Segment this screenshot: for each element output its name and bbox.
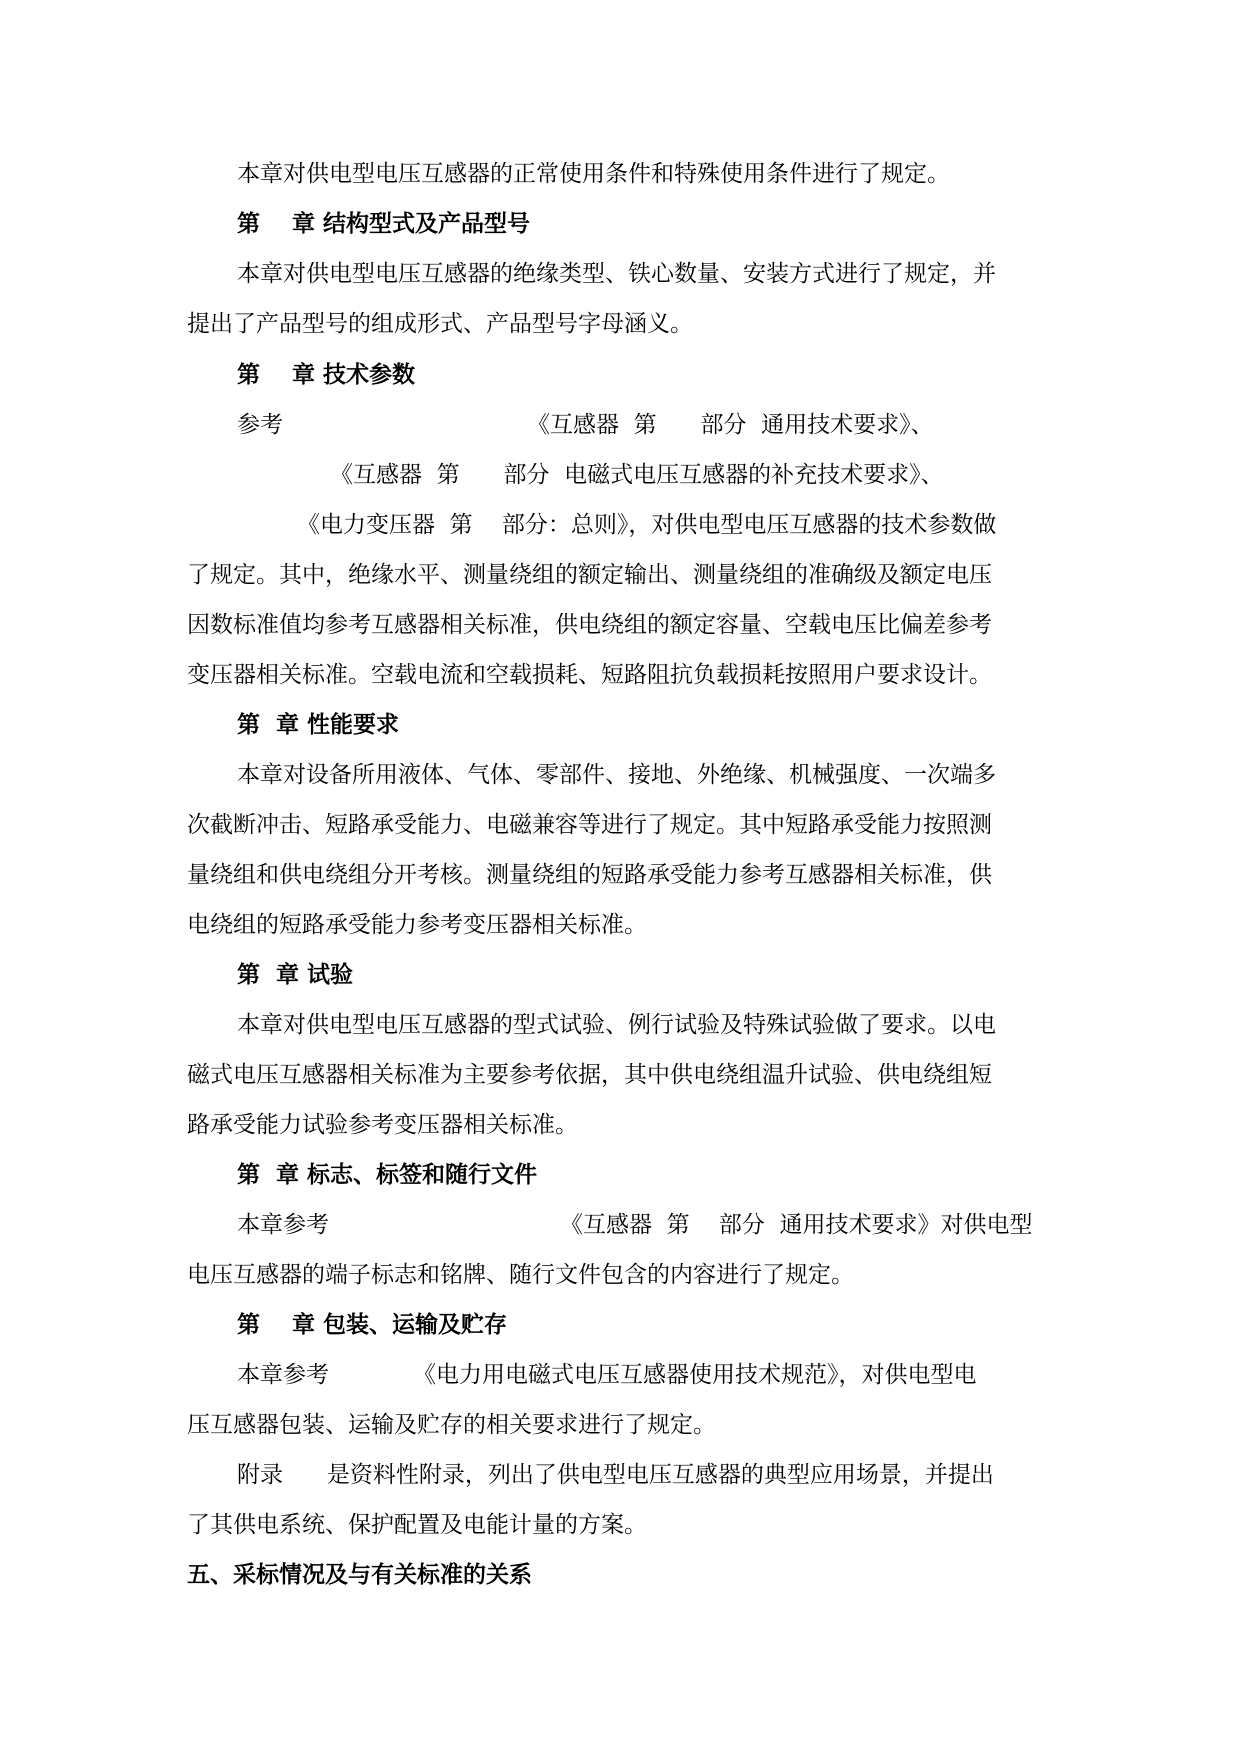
paragraph-line: 本章参考 [237, 1212, 329, 1238]
standard-reference: 《互感器 第 部分 电磁式电压互感器的补充技术要求》、 [330, 462, 944, 488]
paragraph-line: 电压互感器的端子标志和铭牌、随行文件包含的内容进行了规定。 [187, 1262, 854, 1288]
paragraph-line: 了规定。其中，绝缘水平、测量绕组的额定输出、测量绕组的准确级及额定电压 [187, 562, 992, 588]
chapter-heading: 第 章 性能要求 [237, 712, 400, 738]
paragraph-line: 压互感器包装、运输及贮存的相关要求进行了规定。 [187, 1412, 716, 1438]
chapter-heading: 第 章 包装、运输及贮存 [237, 1312, 508, 1338]
paragraph-line: 提出了产品型号的组成形式、产品型号字母涵义。 [187, 311, 693, 337]
paragraph-line: 附录 是资料性附录，列出了供电型电压互感器的典型应用场景，并提出 [237, 1462, 994, 1488]
standard-reference: 《互感器 第 部分 通用技术要求》、 [527, 412, 934, 438]
paragraph-line: 变压器相关标准。空载电流和空载损耗、短路阻抗负载损耗按照用户要求设计。 [187, 662, 992, 688]
paragraph-line: 了其供电系统、保护配置及电能计量的方案。 [187, 1512, 647, 1538]
chapter-heading: 第 章 技术参数 [237, 362, 416, 388]
chapter-heading: 第 章 标志、标签和随行文件 [237, 1162, 538, 1188]
paragraph-line: 本章对供电型电压互感器的型式试验、例行试验及特殊试验做了要求。以电 [237, 1012, 996, 1038]
paragraph-line: 电绕组的短路承受能力参考变压器相关标准。 [187, 912, 647, 938]
standard-reference: 《电力变压器 第 部分：总则》，对供电型电压互感器的技术参数做 [297, 512, 997, 538]
paragraph-line: 因数标准值均参考互感器相关标准，供电绕组的额定容量、空载电压比偏差参考 [187, 612, 992, 638]
standard-reference: 《互感器 第 部分 通用技术要求》对供电型 [560, 1212, 1033, 1238]
chapter-heading: 第 章 结构型式及产品型号 [237, 211, 531, 237]
paragraph-line: 本章对设备所用液体、气体、零部件、接地、外绝缘、机械强度、一次端多 [237, 762, 996, 788]
paragraph-line: 量绕组和供电绕组分开考核。测量绕组的短路承受能力参考互感器相关标准，供 [187, 862, 992, 888]
paragraph-line: 本章对供电型电压互感器的正常使用条件和特殊使用条件进行了规定。 [237, 161, 950, 187]
paragraph-line: 本章对供电型电压互感器的绝缘类型、铁心数量、安装方式进行了规定，并 [237, 261, 996, 287]
paragraph-line: 路承受能力试验参考变压器相关标准。 [187, 1112, 578, 1138]
section-heading: 五、采标情况及与有关标准的关系 [187, 1562, 532, 1588]
paragraph-line: 参考 [237, 412, 283, 438]
standard-reference: 《电力用电磁式电压互感器使用技术规范》，对供电型电 [413, 1362, 977, 1388]
paragraph-line: 本章参考 [237, 1362, 329, 1388]
paragraph-line: 磁式电压互感器相关标准为主要参考依据，其中供电绕组温升试验、供电绕组短 [187, 1062, 992, 1088]
chapter-heading: 第 章 试验 [237, 962, 354, 988]
paragraph-line: 次截断冲击、短路承受能力、电磁兼容等进行了规定。其中短路承受能力按照测 [187, 812, 992, 838]
